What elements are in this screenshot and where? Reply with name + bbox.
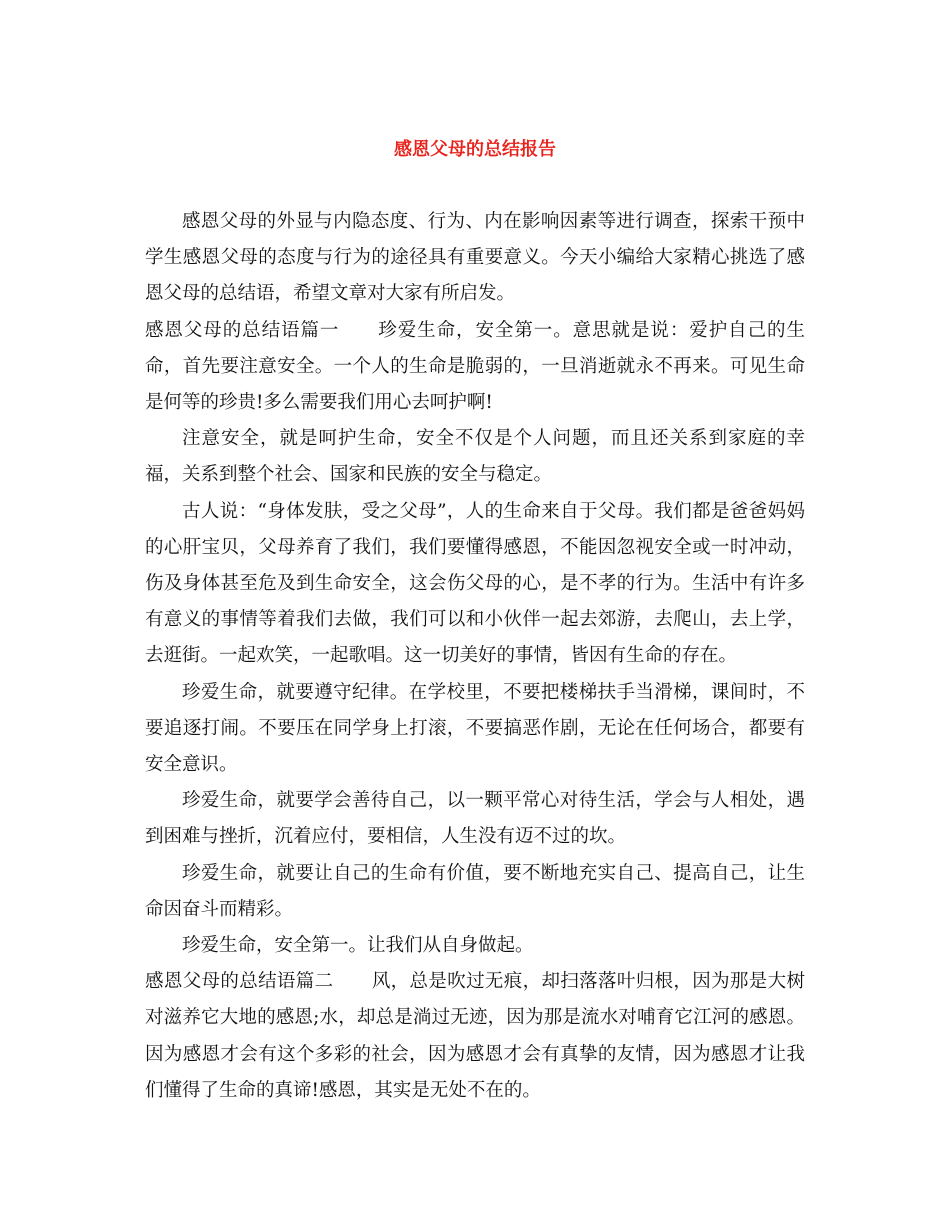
body-paragraph: 珍爱生命，就要学会善待自己，以一颗平常心对待生活，学会与人相处，遇到困难与挫折，沉着应付，要相信，人生没有迈不过的坎。 (145, 790, 805, 848)
body-paragraph: 珍爱生命，就要让自己的生命有价值，要不断地充实自己、提高自己，让生命因奋斗而精彩。 (145, 862, 805, 920)
body-paragraph: 注意安全，就是呵护生命，安全不仅是个人问题，而且还关系到家庭的幸福，关系到整个社会、国家和民族的安全与稳定。 (145, 428, 805, 486)
section-one-text: 珍爱生命，安全第一。意思就是说：爱护自己的生命，首先要注意安全。一个人的生命是脆弱的，一旦消逝就永不再来。可见生命是何等的珍贵!多么需要我们用心去呵护啊! (145, 319, 805, 414)
body-paragraph: 珍爱生命，就要遵守纪律。在学校里，不要把楼梯扶手当滑梯，课间时，不要追逐打闹。不要压在同学身上打滚，不要搞恶作剧，无论在任何场合，都要有安全意识。 (145, 681, 805, 776)
page-title: 感恩父母的总结报告 (394, 139, 556, 160)
body-paragraph: 古人说：“身体发肤，受之父母”，人的生命来自于父母。我们都是爸爸妈妈的心肝宝贝，父母养育了我们，我们要懂得感恩，不能因忽视安全或一时冲动，伤及身体甚至危及到生命安全，这会伤父母的心，是不孝的行为。生活中有许多有意义的事情等着我们去做，我们可以和小伙伴一起去郊游，去爬山，去上学，去逛街。一起欢笑，一起歌唱。这一切美好的事情，皆因有生命的存在。 (145, 500, 805, 667)
section-one-heading: 感恩父母的总结语篇一 (145, 319, 340, 341)
section-one-paragraph (145, 313, 805, 422)
section-two-heading: 感恩父母的总结语篇二 (145, 971, 334, 993)
document-body (145, 204, 805, 1109)
body-paragraph: 珍爱生命，安全第一。让我们从自身做起。 (182, 935, 534, 957)
intro-paragraph: 感恩父母的外显与内隐态度、行为、内在影响因素等进行调查，探索干预中学生感恩父母的态度与行为的途径具有重要意义。今天小编给大家精心挑选了感恩父母的总结语，希望文章对大家有所启发。 (145, 211, 805, 305)
section-two-paragraph (145, 964, 805, 1109)
section-two-text: 风，总是吹过无痕，却扫落落叶归根，因为那是大树对滋养它大地的感恩;水，却总是淌过无迹，因为那是流水对哺育它江河的感恩。因为感恩才会有这个多彩的社会，因为感恩才会有真挚的友情，因为感恩才让我们懂得了生命的真谛!感恩，其实是无处不在的。 (145, 971, 805, 1101)
